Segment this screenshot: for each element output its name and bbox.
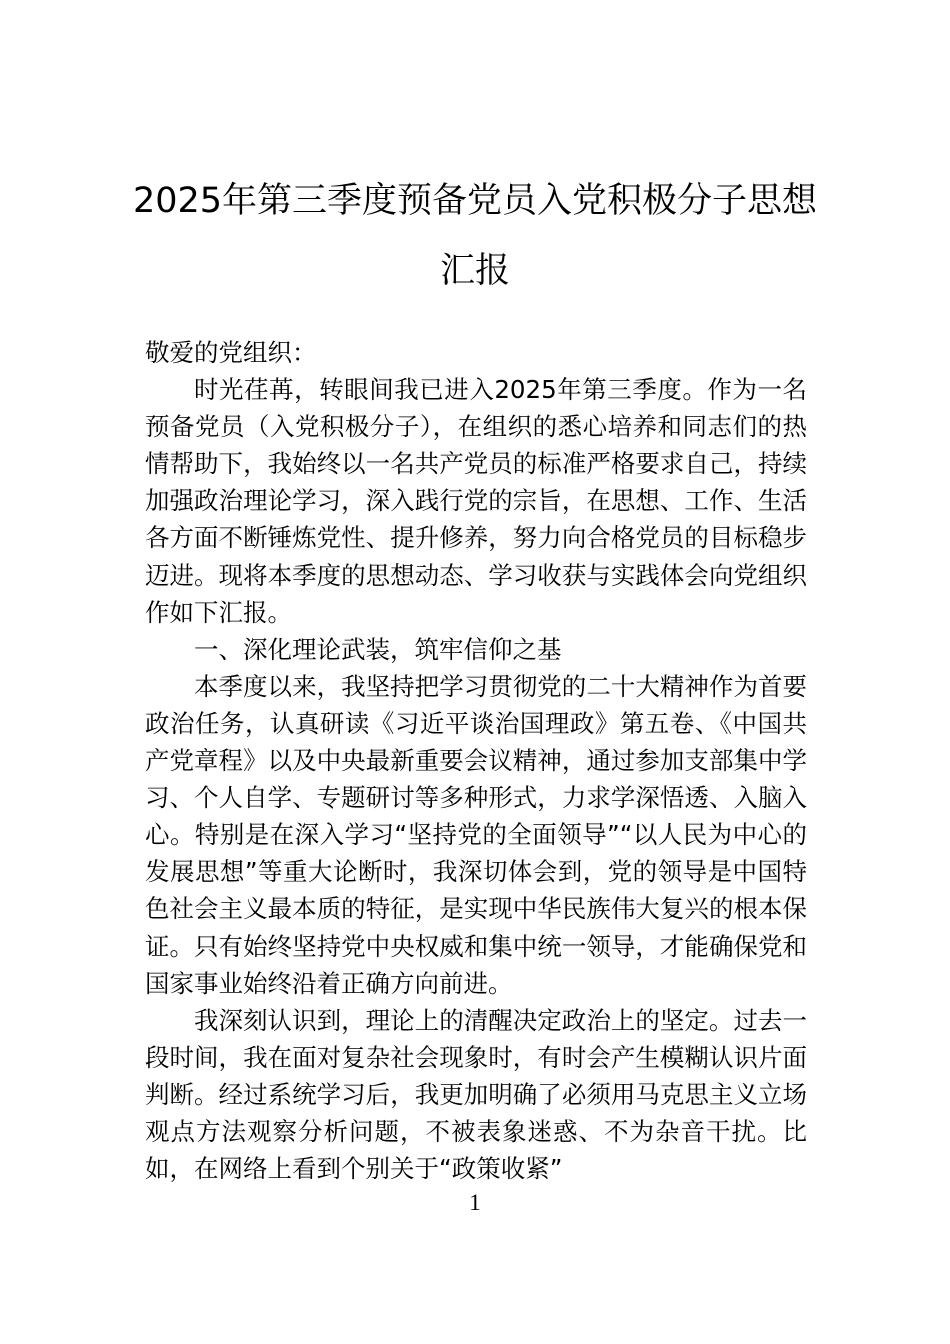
paragraph-intro: 时光荏苒，转眼间我已进入2025年第三季度。作为一名预备党员（入党积极分子），在组织的悉心培养和同志们的热情帮助下，我始终以一名共产党员的标准严格要求自己，持续加强政治理论学习，深入践行党的宗旨，在思想、工作、生活各方面不断锤炼党性、提升修养，努力向合格党员的目标稳步迈进。现将本季度的思想动态、学习收获与实践体会向党组织作如下汇报。 <box>145 375 807 627</box>
section-heading-1: 一、深化理论武装，筑牢信仰之基 <box>194 634 562 664</box>
document-title: 2025年第三季度预备党员入党积极分子思想汇报 <box>132 181 818 291</box>
salutation: 敬爱的党组织： <box>145 338 317 367</box>
page-number: 1 <box>469 1190 481 1215</box>
paragraph-theory-study: 本季度以来，我坚持把学习贯彻党的二十大精神作为首要政治任务，认真研读《习近平谈治国理政》第五卷、《中国共产党章程》以及中央最新重要会议精神，通过参加支部集中学习、个人自学、专题研讨等多种形式，力求学深悟透、入脑入心。特别是在深入学习“坚持党的全面领导”“以人民为中心的发展思想”等重大论断时，我深切体会到，党的领导是中国特色社会主义最本质的特征，是实现中华民族伟大复兴的根本保证。只有始终坚持党中央权威和集中统一领导，才能确保党和国家事业始终沿着正确方向前进。 <box>145 671 807 998</box>
paragraph-reflection: 我深刻认识到，理论上的清醒决定政治上的坚定。过去一段时间，我在面对复杂社会现象时，有时会产生模糊认识片面判断。经过系统学习后，我更加明确了必须用马克思主义立场观点方法观察分析问题，不被表象迷惑、不为杂音干扰。比如，在网络上看到个别关于“政策收紧” <box>145 1005 807 1184</box>
document-body <box>145 334 807 1187</box>
